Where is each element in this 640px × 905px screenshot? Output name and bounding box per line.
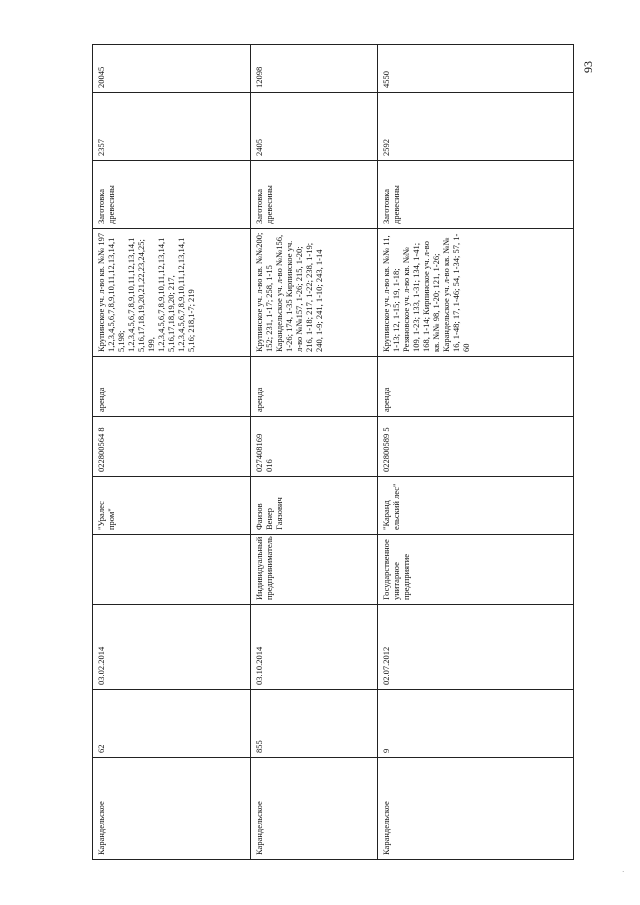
cell-location xyxy=(251,229,378,357)
cell-number xyxy=(378,690,574,758)
cell-purpose-text: Заготовка древесины xyxy=(254,185,274,224)
cell-org-type-text: Государственное унитарное предприятие xyxy=(381,539,411,600)
cell-date xyxy=(251,605,378,690)
cell-use-type xyxy=(93,357,251,417)
cell-date-text: 02.07.2012 xyxy=(381,646,391,685)
cell-volume-text: 20045 xyxy=(96,66,106,88)
table-row xyxy=(93,535,574,605)
cell-volume xyxy=(251,45,378,93)
cell-region xyxy=(251,758,378,860)
cell-location-text: Крупинское уч. л-во кв. №№ 197 1,2,3,4,5,6,7,8,9,10,11,12,13,14,1 5,198; 1,2,3,4,5,6,7,8,9,10,11,12,13,14,1 5,16,17,18,19,20,21,22,23,24,25; 199, 1,2,3,4,5,6,7,8,9,10,11,12,13,14,1 5,16,17,18,19,20; 217, 1,2,3,4,5,6,7,8,9,10,11,12,13,14,1 5,16; 218,1-7; 219 xyxy=(96,232,196,352)
cell-reg-number-text: 022800564 8 xyxy=(96,427,106,472)
cell-location-text: Крупинское уч. л-во кв. №№ 11, 1-13; 12, 1-15; 19, 1-18; Резяновское уч. л-во кв. №№ 109, 1-23; 133, 1-31; 134, 1-41; 168, 1-14; Кирпинское уч. л-во кв. №№ 98, 1-20; 121, 1-26; Карандельское уч. л-во кв. №№ 16, 1-48; 17, 1-46; 54, 1-34; 57, 1-60 xyxy=(381,233,471,352)
cell-area xyxy=(251,93,378,161)
table-row xyxy=(93,229,574,357)
footer-mark: · xyxy=(622,868,625,876)
page-number: 93 xyxy=(581,61,595,73)
cell-tenant xyxy=(251,477,378,535)
cell-purpose xyxy=(378,161,574,229)
cell-number-text: 62 xyxy=(96,744,106,753)
cell-org-type xyxy=(378,535,574,605)
cell-area-text: 2592 xyxy=(381,139,391,156)
table-row xyxy=(93,93,574,161)
cell-use-type-text: аренда xyxy=(254,387,264,412)
cell-reg-number xyxy=(93,417,251,477)
cell-purpose xyxy=(93,161,251,229)
cell-use-type xyxy=(378,357,574,417)
cell-region xyxy=(378,758,574,860)
cell-region-text: Карандельское xyxy=(96,801,106,855)
table-row xyxy=(93,605,574,690)
cell-region-text: Карандельское xyxy=(254,801,264,855)
cell-region-text: Карандельское xyxy=(381,801,391,855)
cell-tenant-text: "Каранд ельский лес" xyxy=(381,483,401,530)
cell-region xyxy=(93,758,251,860)
cell-date-text: 03.10.2014 xyxy=(254,646,264,685)
table-row xyxy=(93,357,574,417)
cell-number xyxy=(251,690,378,758)
cell-location xyxy=(93,229,251,357)
table-row xyxy=(93,758,574,860)
cell-purpose xyxy=(251,161,378,229)
cell-area xyxy=(378,93,574,161)
cell-use-type xyxy=(251,357,378,417)
cell-volume xyxy=(378,45,574,93)
cell-location-text: Крупинское уч. л-во кв. №№200; 152; 231, 1-17; 258, 1-15 Карандельское уч. л-во №№156, 1-26; 174, 1-35 Кирпинское уч. л-во №№157, 1-26; 215, 1-20; 216, 1-18; 217, 1-22; 238, 1-19; 240, 1-9; 241, 1-10; 243, 1-14 xyxy=(254,232,324,352)
cell-purpose-text: Заготовка древесины xyxy=(96,185,116,224)
lease-table-grid xyxy=(92,44,574,860)
cell-area-text: 2405 xyxy=(254,139,264,156)
table-row xyxy=(93,45,574,93)
cell-org-type-text: Индивидуальный предприниматель xyxy=(254,536,274,600)
cell-number-text: 9 xyxy=(381,748,391,753)
cell-date xyxy=(93,605,251,690)
cell-org-type xyxy=(251,535,378,605)
cell-org-type-text xyxy=(93,534,251,604)
table-row xyxy=(93,690,574,758)
cell-volume-text: 4550 xyxy=(381,71,391,88)
cell-location xyxy=(378,229,574,357)
cell-reg-number-text: 027408169 016 xyxy=(254,433,274,472)
cell-use-type-text: аренда xyxy=(381,387,391,412)
lease-table xyxy=(92,44,573,859)
table-row xyxy=(93,417,574,477)
cell-reg-number-text: 022800589 5 xyxy=(381,427,391,472)
cell-tenant xyxy=(378,477,574,535)
cell-reg-number xyxy=(251,417,378,477)
cell-tenant-text: "Уралес пром" xyxy=(96,501,116,530)
cell-use-type-text: аренда xyxy=(96,387,106,412)
cell-area xyxy=(93,93,251,161)
cell-number-text: 855 xyxy=(254,740,264,753)
cell-org-type xyxy=(93,535,251,605)
cell-date-text: 03.02.2014 xyxy=(96,646,106,685)
cell-area-text: 2357 xyxy=(96,139,106,156)
cell-tenant-text: Фаизов Венер Гаязович xyxy=(254,497,284,530)
cell-purpose-text: Заготовка древесины xyxy=(381,185,401,224)
table-row xyxy=(93,477,574,535)
cell-date xyxy=(378,605,574,690)
cell-volume-text: 12098 xyxy=(254,66,264,88)
cell-volume xyxy=(93,45,251,93)
cell-tenant xyxy=(93,477,251,535)
cell-number xyxy=(93,690,251,758)
cell-reg-number xyxy=(378,417,574,477)
table-row xyxy=(93,161,574,229)
